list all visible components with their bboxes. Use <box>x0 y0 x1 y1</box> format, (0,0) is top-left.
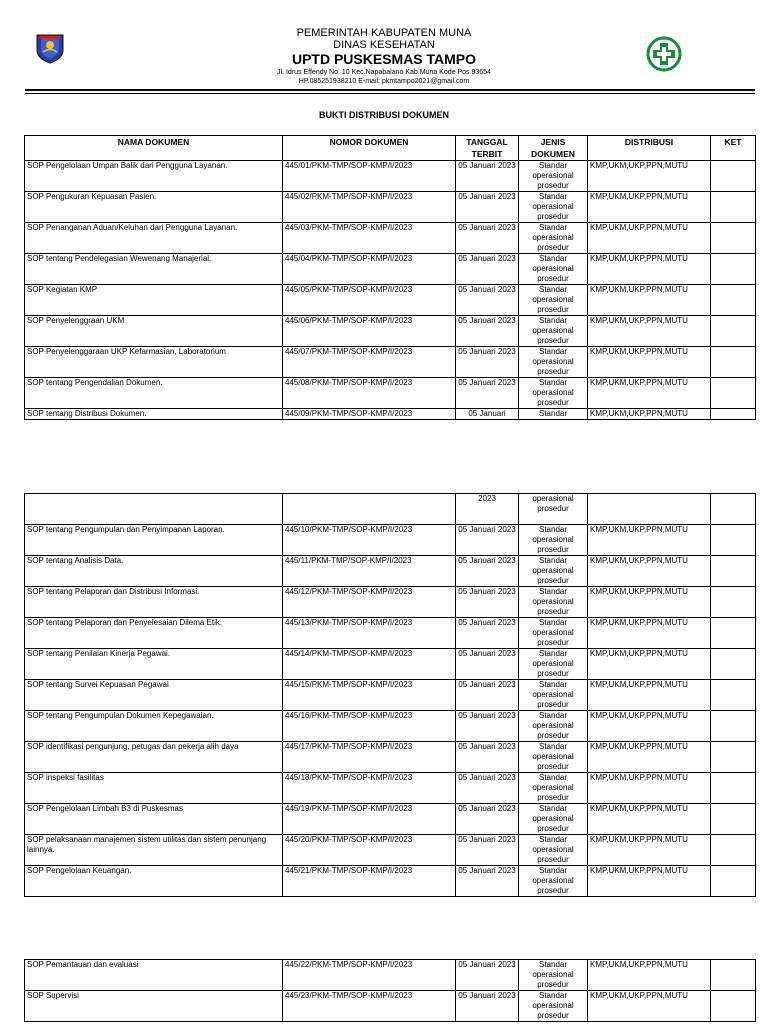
remark-cell <box>711 223 756 254</box>
distribution-cell: KMP,UKM,UKP,PPN,MUTU <box>588 378 711 409</box>
remark-cell <box>711 347 756 378</box>
doc-number-cell: 445/18/PKM-TMP/SOP-KMP/I/2023 <box>283 773 456 804</box>
distribution-table-page-2 <box>24 493 756 897</box>
doc-type-cell: Standar operasional prosedur <box>519 711 588 742</box>
issue-date-cell: 05 Januari 2023 <box>456 192 519 223</box>
doc-number-cell: 445/05/PKM-TMP/SOP-KMP/I/2023 <box>283 285 456 316</box>
header-distribusi: DISTRIBUSI <box>588 136 711 161</box>
doc-type-cell: Standar operasional prosedur <box>519 960 588 991</box>
remark-cell <box>711 866 756 897</box>
doc-type-cell: Standar operasional prosedur <box>519 556 588 587</box>
table-row <box>25 835 756 866</box>
doc-number-cell: 445/06/PKM-TMP/SOP-KMP/I/2023 <box>283 316 456 347</box>
doc-number-cell: 445/20/PKM-TMP/SOP-KMP/I/2023 <box>283 835 456 866</box>
doc-type-cell: Standar operasional prosedur <box>519 680 588 711</box>
remark-cell <box>711 378 756 409</box>
issue-date-cell: 05 Januari 2023 <box>456 866 519 897</box>
remark-cell <box>711 804 756 835</box>
table-row <box>25 587 756 618</box>
header-tanggal: TANGGAL TERBIT <box>456 136 519 161</box>
institution-name: UPTD PUSKESMAS TAMPO <box>291 51 477 67</box>
table-row <box>25 991 756 1022</box>
table-row <box>25 223 756 254</box>
remark-cell <box>711 556 756 587</box>
contact-line: HP.085251938210 E-mail: pkmtampo2021@gmail.com <box>298 78 470 85</box>
remark-cell <box>711 192 756 223</box>
doc-number-cell: 445/13/PKM-TMP/SOP-KMP/I/2023 <box>283 618 456 649</box>
issue-date-cell: 05 Januari 2023 <box>456 991 519 1022</box>
doc-number-cell: 445/15/PKM-TMP/SOP-KMP/I/2023 <box>283 680 456 711</box>
remark-cell <box>711 773 756 804</box>
table-row <box>25 773 756 804</box>
doc-name-cell: SOP tentang Pelaporan dan Penyelesaian Dilema Etik. <box>25 618 283 649</box>
remark-cell <box>711 525 756 556</box>
doc-name-cell: SOP Pengelolaan Limbah B3 di Puskesmas <box>25 804 283 835</box>
doc-name-cell: SOP Penyelenggraan UKM <box>25 316 283 347</box>
distribution-cell: KMP,UKM,UKP,PPN,MUTU <box>588 804 711 835</box>
issue-date-cell: 05 Januari 2023 <box>456 161 519 192</box>
doc-type-cell: Standar operasional prosedur <box>519 347 588 378</box>
doc-name-cell: SOP tentang Penilaian Kinerja Pegawai. <box>25 649 283 680</box>
doc-name-cell: SOP tentang Pengumpulan Dokumen Kepegawaian. <box>25 711 283 742</box>
header-rule-thick <box>25 89 755 91</box>
distribution-cell: KMP,UKM,UKP,PPN,MUTU <box>588 866 711 897</box>
department-name: DINAS KESEHATAN <box>333 39 435 51</box>
doc-type-cell: Standar operasional prosedur <box>519 525 588 556</box>
distribution-cell: KMP,UKM,UKP,PPN,MUTU <box>588 991 711 1022</box>
issue-date-cell: 05 Januari 2023 <box>456 347 519 378</box>
doc-number-cell: 445/19/PKM-TMP/SOP-KMP/I/2023 <box>283 804 456 835</box>
doc-name-cell: SOP Penyelenggaraan UKP Kefarmasian, Laboratorium <box>25 347 283 378</box>
distribution-cell: KMP,UKM,UKP,PPN,MUTU <box>588 347 711 378</box>
distribution-cell: KMP,UKM,UKP,PPN,MUTU <box>588 192 711 223</box>
distribution-cell: KMP,UKM,UKP,PPN,MUTU <box>588 525 711 556</box>
doc-number-cell: 445/16/PKM-TMP/SOP-KMP/I/2023 <box>283 711 456 742</box>
remark-cell <box>711 494 756 525</box>
distribution-table-page-1 <box>24 135 756 420</box>
doc-number-cell: 445/10/PKM-TMP/SOP-KMP/I/2023 <box>283 525 456 556</box>
table-row <box>25 618 756 649</box>
address-line: Jl. Idrus Effendy No. 10 Kec.Napabalano Kab.Muna Kode Pos 93654 <box>277 69 491 76</box>
table-row <box>25 378 756 409</box>
header-nomor: NOMOR DOKUMEN <box>283 136 456 161</box>
remark-cell <box>711 285 756 316</box>
distribution-table-page-3 <box>24 959 756 1022</box>
doc-type-cell: Standar operasional prosedur <box>519 804 588 835</box>
issue-date-cell: 05 Januari 2023 <box>456 804 519 835</box>
header-ket: KET <box>711 136 756 161</box>
doc-name-cell: SOP inspeksi fasilitas <box>25 773 283 804</box>
table-header-row <box>25 136 756 161</box>
doc-type-cell: Standar operasional prosedur <box>519 161 588 192</box>
doc-type-cell: Standar operasional prosedur <box>519 192 588 223</box>
issue-date-cell: 05 Januari 2023 <box>456 711 519 742</box>
remark-cell <box>711 835 756 866</box>
table-row <box>25 711 756 742</box>
remark-cell <box>711 254 756 285</box>
table-row <box>25 494 756 525</box>
doc-type-cell: Standar operasional prosedur <box>519 285 588 316</box>
government-name: PEMERINTAH KABUPATEN MUNA <box>296 27 472 39</box>
table-row <box>25 409 756 420</box>
distribution-cell: KMP,UKM,UKP,PPN,MUTU <box>588 649 711 680</box>
issue-date-cell: 05 Januari <box>456 409 519 420</box>
remark-cell <box>711 742 756 773</box>
doc-type-cell: Standar operasional prosedur <box>519 866 588 897</box>
doc-name-cell: SOP tentang Analisis Data. <box>25 556 283 587</box>
doc-name-cell: SOP pelaksanaan manajemen sistem utilitas dan sistem penunjang lainnya. <box>25 835 283 866</box>
doc-type-cell: Standar operasional prosedur <box>519 991 588 1022</box>
remark-cell <box>711 618 756 649</box>
table-row <box>25 960 756 991</box>
doc-name-cell: SOP Pengelolaan Umpan Balik dari Pengguna Layanan. <box>25 161 283 192</box>
doc-type-cell: operasional prosedur <box>519 494 588 525</box>
doc-name-cell: SOP identifikasi pengunjung, petugas dan pekerja alih daya <box>25 742 283 773</box>
table-row <box>25 804 756 835</box>
distribution-cell: KMP,UKM,UKP,PPN,MUTU <box>588 742 711 773</box>
doc-type-cell: Standar operasional prosedur <box>519 742 588 773</box>
remark-cell <box>711 161 756 192</box>
issue-date-cell: 05 Januari 2023 <box>456 378 519 409</box>
issue-date-cell: 05 Januari 2023 <box>456 773 519 804</box>
header-jenis: JENIS DOKUMEN <box>519 136 588 161</box>
document-title: BUKTI DISTRIBUSI DOKUMEN <box>319 110 449 120</box>
distribution-cell <box>588 494 711 525</box>
table-row <box>25 285 756 316</box>
distribution-cell: KMP,UKM,UKP,PPN,MUTU <box>588 680 711 711</box>
issue-date-cell: 05 Januari 2023 <box>456 223 519 254</box>
remark-cell <box>711 587 756 618</box>
doc-number-cell: 445/14/PKM-TMP/SOP-KMP/I/2023 <box>283 649 456 680</box>
doc-name-cell <box>25 494 283 525</box>
remark-cell <box>711 711 756 742</box>
doc-name-cell: SOP tentang Survei Kepuasan Pegawai <box>25 680 283 711</box>
doc-number-cell: 445/02/PKM-TMP/SOP-KMP/I/2023 <box>283 192 456 223</box>
issue-date-cell: 05 Januari 2023 <box>456 960 519 991</box>
distribution-cell: KMP,UKM,UKP,PPN,MUTU <box>588 960 711 991</box>
doc-type-cell: Standar operasional prosedur <box>519 618 588 649</box>
doc-number-cell: 445/22/PKM-TMP/SOP-KMP/I/2023 <box>283 960 456 991</box>
table-row <box>25 161 756 192</box>
doc-type-cell: Standar operasional prosedur <box>519 649 588 680</box>
issue-date-cell: 05 Januari 2023 <box>456 556 519 587</box>
distribution-cell: KMP,UKM,UKP,PPN,MUTU <box>588 223 711 254</box>
doc-type-cell: Standar operasional prosedur <box>519 587 588 618</box>
remark-cell <box>711 991 756 1022</box>
table-row <box>25 316 756 347</box>
issue-date-cell: 05 Januari 2023 <box>456 680 519 711</box>
issue-date-cell: 05 Januari 2023 <box>456 285 519 316</box>
doc-number-cell: 445/12/PKM-TMP/SOP-KMP/I/2023 <box>283 587 456 618</box>
table-row <box>25 192 756 223</box>
doc-name-cell: SOP tentang Pendelegasian Wewenang Manajerial. <box>25 254 283 285</box>
distribution-cell: KMP,UKM,UKP,PPN,MUTU <box>588 773 711 804</box>
doc-number-cell <box>283 494 456 525</box>
doc-name-cell: SOP tentang Distribusi Dokumen. <box>25 409 283 420</box>
doc-type-cell: Standar operasional prosedur <box>519 223 588 254</box>
distribution-cell: KMP,UKM,UKP,PPN,MUTU <box>588 711 711 742</box>
doc-number-cell: 445/08/PKM-TMP/SOP-KMP/I/2023 <box>283 378 456 409</box>
header-rule-thin <box>25 93 755 94</box>
issue-date-cell: 05 Januari 2023 <box>456 316 519 347</box>
doc-name-cell: SOP Penanganan Aduan/Keluhan dari Pengguna Layanan. <box>25 223 283 254</box>
doc-name-cell: SOP Kegiatan KMP <box>25 285 283 316</box>
issue-date-cell: 05 Januari 2023 <box>456 649 519 680</box>
doc-type-cell: Standar operasional prosedur <box>519 835 588 866</box>
doc-name-cell: SOP Pengukuran Kepuasan Pasien. <box>25 192 283 223</box>
doc-type-cell: Standar operasional prosedur <box>519 316 588 347</box>
distribution-cell: KMP,UKM,UKP,PPN,MUTU <box>588 316 711 347</box>
issue-date-cell: 05 Januari 2023 <box>456 742 519 773</box>
issue-date-cell: 05 Januari 2023 <box>456 587 519 618</box>
doc-number-cell: 445/04/PKM-TMP/SOP-KMP/I/2023 <box>283 254 456 285</box>
issue-date-cell: 05 Januari 2023 <box>456 618 519 649</box>
issue-date-cell: 05 Januari 2023 <box>456 525 519 556</box>
table-row <box>25 347 756 378</box>
distribution-cell: KMP,UKM,UKP,PPN,MUTU <box>588 556 711 587</box>
doc-number-cell: 445/21/PKM-TMP/SOP-KMP/I/2023 <box>283 866 456 897</box>
header-nama: NAMA DOKUMEN <box>25 136 283 161</box>
table-row <box>25 525 756 556</box>
doc-type-cell: Standar operasional prosedur <box>519 773 588 804</box>
table-row <box>25 742 756 773</box>
doc-number-cell: 445/03/PKM-TMP/SOP-KMP/I/2023 <box>283 223 456 254</box>
doc-number-cell: 445/07/PKM-TMP/SOP-KMP/I/2023 <box>283 347 456 378</box>
issue-date-cell: 05 Januari 2023 <box>456 835 519 866</box>
doc-number-cell: 445/01/PKM-TMP/SOP-KMP/I/2023 <box>283 161 456 192</box>
distribution-cell: KMP,UKM,UKP,PPN,MUTU <box>588 409 711 420</box>
remark-cell <box>711 316 756 347</box>
remark-cell <box>711 960 756 991</box>
doc-name-cell: SOP tentang Pelaporan dan Distribusi Informasi. <box>25 587 283 618</box>
issue-date-cell: 2023 <box>456 494 519 525</box>
issue-date-cell: 05 Januari 2023 <box>456 254 519 285</box>
doc-name-cell: SOP tentang Pengendalian Dokumen. <box>25 378 283 409</box>
doc-name-cell: SOP Pengelolaan Keuangan. <box>25 866 283 897</box>
doc-name-cell: SOP Pemantauan dan evaluasi <box>25 960 283 991</box>
distribution-cell: KMP,UKM,UKP,PPN,MUTU <box>588 285 711 316</box>
doc-number-cell: 445/17/PKM-TMP/SOP-KMP/I/2023 <box>283 742 456 773</box>
doc-type-cell: Standar operasional prosedur <box>519 254 588 285</box>
distribution-cell: KMP,UKM,UKP,PPN,MUTU <box>588 618 711 649</box>
letterhead <box>0 0 768 96</box>
distribution-cell: KMP,UKM,UKP,PPN,MUTU <box>588 161 711 192</box>
doc-number-cell: 445/09/PKM-TMP/SOP-KMP/I/2023 <box>283 409 456 420</box>
table-row <box>25 680 756 711</box>
table-row <box>25 866 756 897</box>
doc-number-cell: 445/11/PKM-TMP/SOP-KMP/I/2023 <box>283 556 456 587</box>
table-row <box>25 649 756 680</box>
remark-cell <box>711 649 756 680</box>
doc-number-cell: 445/23/PKM-TMP/SOP-KMP/I/2023 <box>283 991 456 1022</box>
remark-cell <box>711 409 756 420</box>
remark-cell <box>711 680 756 711</box>
doc-type-cell: Standar <box>519 409 588 420</box>
doc-name-cell: SOP tentang Pengumpulan dan Penyimpanan Laporan. <box>25 525 283 556</box>
table-row <box>25 254 756 285</box>
table-row <box>25 556 756 587</box>
doc-name-cell: SOP Supervisi <box>25 991 283 1022</box>
distribution-cell: KMP,UKM,UKP,PPN,MUTU <box>588 587 711 618</box>
distribution-cell: KMP,UKM,UKP,PPN,MUTU <box>588 835 711 866</box>
distribution-cell: KMP,UKM,UKP,PPN,MUTU <box>588 254 711 285</box>
doc-type-cell: Standar operasional prosedur <box>519 378 588 409</box>
